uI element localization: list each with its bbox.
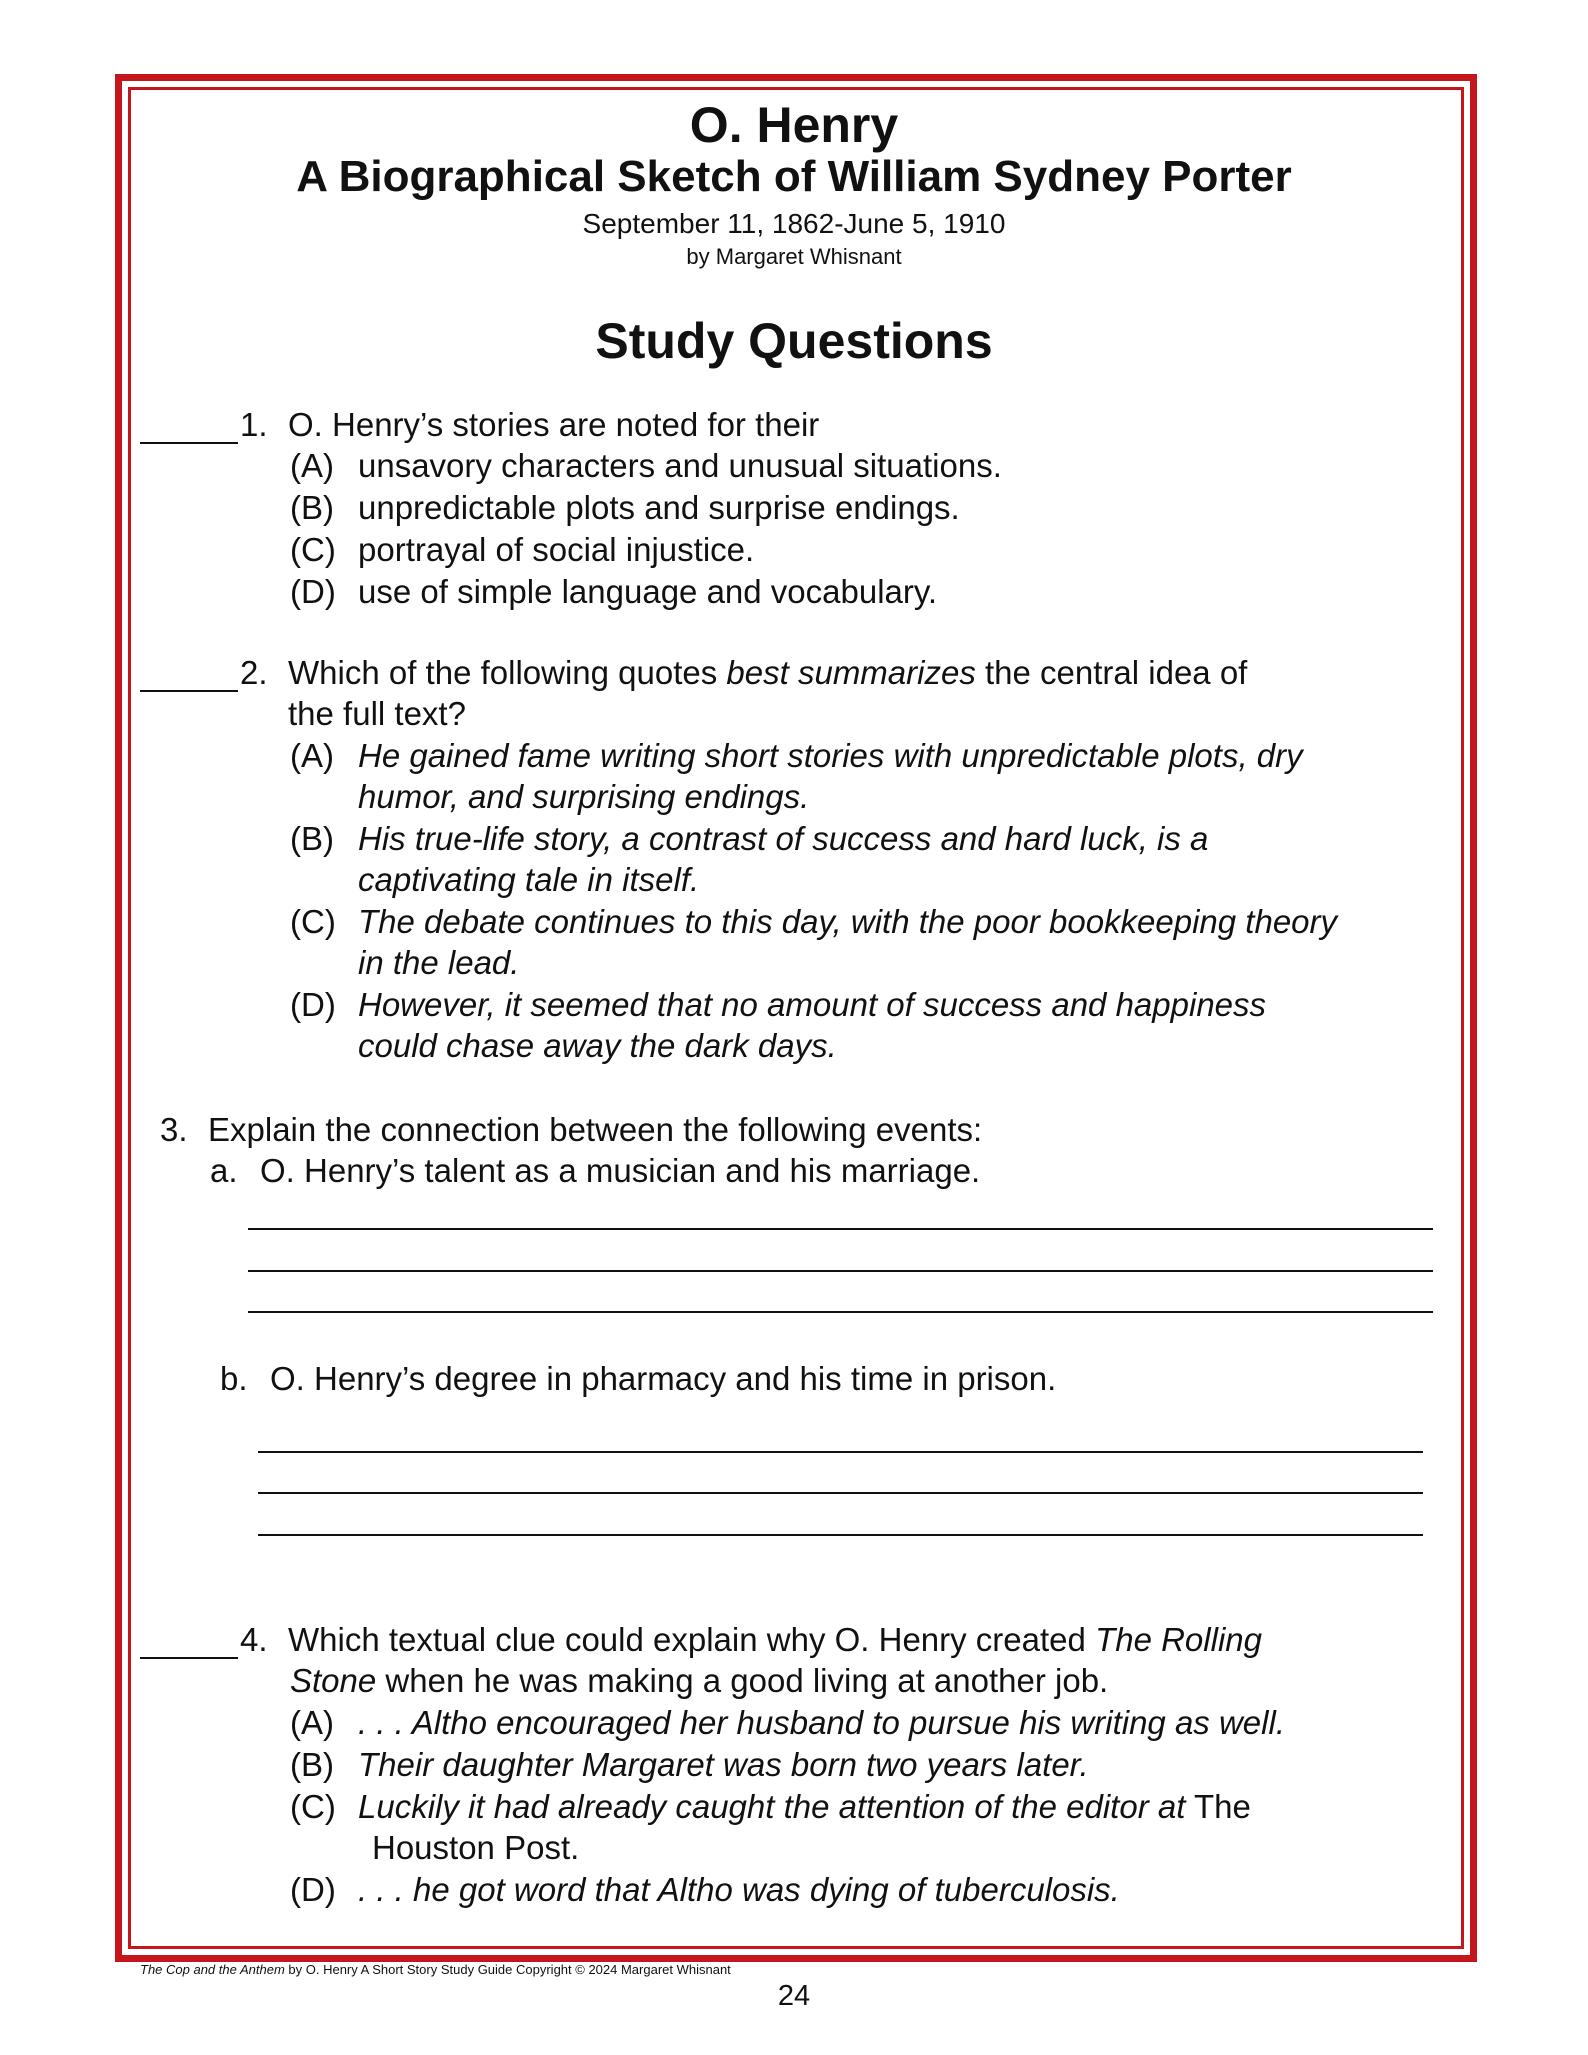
answer-line[interactable] [258,1451,1423,1453]
section-title: Study Questions [595,313,993,369]
option-line: However, it seemed that no amount of success and happiness [358,986,1267,1023]
option-text: unpredictable plots and surprise endings. [358,489,960,526]
answer-blank-q1[interactable] [140,442,238,444]
stem-part: the central idea of [975,654,1248,691]
stem-emphasis: best summarizes [726,654,976,691]
option-text-cont: Houston Post. [372,1829,580,1866]
option-text-cont [358,778,809,816]
question-number: 2. [240,654,268,691]
option-line-rest: The [1185,1788,1251,1825]
subquestion-text: O. Henry’s talent as a musician and his marriage. [260,1152,981,1189]
question-number: 3. [160,1111,188,1148]
stem-part: when he was making a good living at another job. [376,1662,1109,1699]
answer-line[interactable] [258,1492,1423,1494]
option-text [358,1788,1251,1826]
option-letter: (D) [290,573,336,610]
option-text [358,1871,1120,1909]
question-stem [288,1621,1262,1659]
option-letter: (C) [290,903,336,940]
option-line: humor, and surprising endings. [358,778,810,815]
question-number: 1. [240,406,268,443]
answer-blank-q4[interactable] [140,1657,238,1659]
option-line: Their daughter Margaret was born two years later. [358,1746,1089,1783]
footer-rest: by O. Henry A Short Story Study Guide Copyright © 2024 Margaret Whisnant [284,1962,731,1977]
subquestion-text: O. Henry’s degree in pharmacy and his time in prison. [270,1360,1057,1397]
option-letter: (A) [290,1704,334,1741]
option-letter: (C) [290,531,336,568]
option-line: captivating tale in itself. [358,861,700,898]
option-letter: (B) [290,820,334,857]
answer-blank-q2[interactable] [140,690,238,692]
footer-book-title: The Cop and the Anthem [140,1962,285,1977]
option-letter: (D) [290,986,336,1023]
option-text [358,1746,1089,1784]
footer-credit [140,1962,731,1977]
option-line: . . . he got word that Altho was dying of tuberculosis. [358,1871,1120,1908]
answer-line[interactable] [248,1311,1433,1313]
option-letter: (B) [290,1746,334,1783]
option-line: could chase away the dark days. [358,1027,837,1064]
option-line: in the lead. [358,944,520,981]
question-stem [288,654,1247,692]
question-stem-line2: the full text? [288,695,466,732]
option-text-cont [358,944,519,982]
option-letter: (A) [290,447,334,484]
option-text [358,820,1208,858]
option-letter: (A) [290,737,334,774]
option-text [358,986,1266,1024]
option-text [358,1704,1285,1742]
subquestion-label: a. [210,1152,238,1189]
question-stem: Explain the connection between the following events: [208,1111,983,1148]
option-line: . . . Altho encouraged her husband to pursue his writing as well. [358,1704,1285,1741]
answer-line[interactable] [258,1534,1423,1536]
subquestion-label: b. [220,1360,248,1397]
answer-line[interactable] [248,1270,1433,1272]
option-text [358,737,1303,775]
question-number: 4. [240,1621,268,1658]
option-letter: (C) [290,1788,336,1825]
page-subtitle: A Biographical Sketch of William Sydney Porter [296,152,1292,201]
answer-line[interactable] [248,1228,1433,1230]
option-text-cont [358,1027,837,1065]
option-text: unsavory characters and unusual situations. [358,447,1002,484]
option-line: He gained fame writing short stories with unpredictable plots, dry [358,737,1303,774]
option-text [358,903,1337,941]
stem-part: Which of the following quotes [288,654,727,691]
stem-part: Which textual clue could explain why O. Henry created [288,1621,1096,1658]
byline: by Margaret Whisnant [686,244,902,269]
life-dates: September 11, 1862-June 5, 1910 [582,208,1006,239]
page-number: 24 [777,1980,811,2012]
option-text-cont [358,861,699,899]
question-stem-line2 [290,1662,1108,1700]
stem-emphasis: The Rolling [1095,1621,1262,1658]
option-letter: (D) [290,1871,336,1908]
option-letter: (B) [290,489,334,526]
page-title: O. Henry [689,97,899,153]
stem-emphasis: Stone [290,1662,377,1699]
option-text: portrayal of social injustice. [358,531,755,568]
option-line: The debate continues to this day, with the poor bookkeeping theory [358,903,1338,940]
option-line: His true-life story, a contrast of success and hard luck, is a [358,820,1209,857]
option-text: use of simple language and vocabulary. [358,573,938,610]
option-line: Luckily it had already caught the attention of the editor at [358,1788,1186,1825]
question-stem: O. Henry’s stories are noted for their [288,406,820,443]
